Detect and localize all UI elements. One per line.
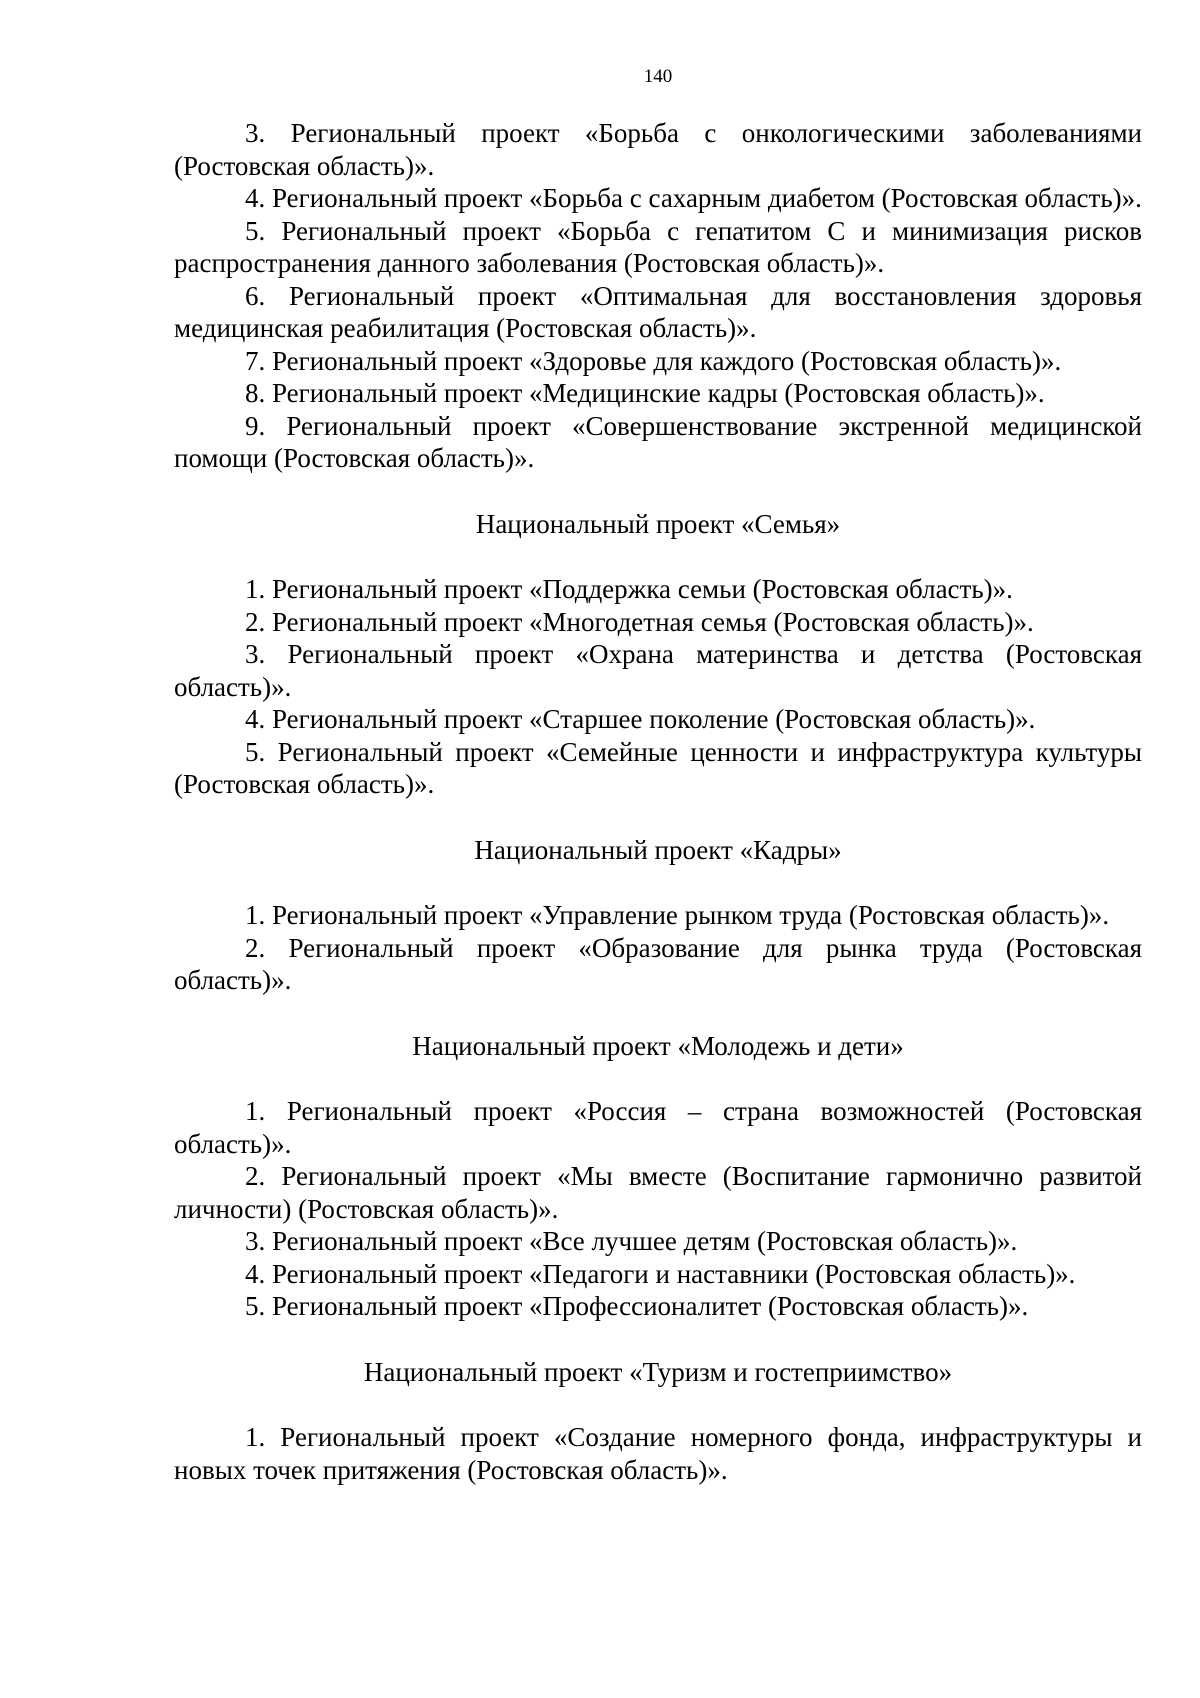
section-heading: Национальный проект «Кадры» [474, 834, 842, 865]
section-personnel [174, 834, 1142, 997]
item-text: Региональный проект «Совершенствование экстренной медицинской помощи (Ростовская область)». [174, 410, 1142, 473]
item-number: 5. [245, 215, 266, 246]
document-body [174, 117, 1142, 1486]
item-text: Региональный проект «Охрана материнства и детства (Ростовская область)». [174, 639, 1142, 702]
list-item [174, 280, 1142, 345]
section-heading: Национальный проект «Семья» [475, 508, 841, 539]
list-item [174, 1290, 1142, 1323]
item-number: 4. [245, 704, 266, 734]
item-number: 4. [245, 1258, 266, 1289]
item-number: 1. [245, 1096, 266, 1126]
item-text: Региональный проект «Мы вместе (Воспитание гармонично развитой личности) (Ростовская область)». [174, 1161, 1142, 1224]
list-item [174, 345, 1142, 378]
list-item [174, 215, 1142, 280]
list-item [174, 899, 1142, 932]
item-text: Региональный проект «Борьба с сахарным диабетом (Ростовская область)». [272, 183, 1142, 213]
item-number: 1. [245, 900, 266, 930]
item-text: Региональный проект «Все лучшее детям (Ростовская область)». [272, 1226, 1018, 1256]
list-item [174, 736, 1142, 801]
item-number: 3. [245, 118, 266, 148]
item-text: Региональный проект «Поддержка семьи (Ростовская область)». [272, 574, 1013, 604]
item-text: Региональный проект «Многодетная семья (Ростовская область)». [272, 606, 1034, 637]
item-number: 5. [245, 1291, 266, 1321]
item-number: 3. [245, 1226, 266, 1256]
item-number: 1. [245, 1422, 266, 1452]
item-number: 1. [245, 574, 266, 604]
item-number: 4. [245, 183, 266, 213]
list-item [174, 1160, 1142, 1225]
item-number: 3. [245, 639, 266, 669]
item-text: Региональный проект «Управление рынком труда (Ростовская область)». [272, 900, 1110, 930]
intro-list [174, 117, 1142, 475]
item-text: Региональный проект «Борьба с гепатитом С и минимизация рисков распространения данного заболевания (Ростовская область)». [174, 215, 1142, 278]
list-item [174, 1095, 1142, 1160]
list-item [174, 1258, 1142, 1291]
item-text: Региональный проект «Старшее поколение (Ростовская область)». [272, 704, 1036, 734]
item-number: 7. [245, 345, 266, 376]
list-item [174, 1421, 1142, 1486]
list-item [174, 377, 1142, 410]
list-item [174, 638, 1142, 703]
item-number: 5. [245, 736, 266, 767]
list-item [174, 703, 1142, 736]
section-family [174, 508, 1142, 801]
page-number: 140 [643, 66, 673, 87]
item-text: Региональный проект «Оптимальная для восстановления здоровья медицинская реабилитация (Ростовская область)». [174, 280, 1143, 343]
item-text: Региональный проект «Образование для рынка труда (Ростовская область)». [174, 932, 1143, 995]
item-number: 2. [245, 1161, 266, 1191]
item-number: 2. [245, 932, 266, 963]
section-tourism [174, 1356, 1142, 1487]
item-text: Региональный проект «Здоровье для каждого (Ростовская область)». [272, 345, 1062, 376]
item-text: Региональный проект «Педагоги и наставники (Ростовская область)». [272, 1258, 1076, 1289]
section-heading: Национальный проект «Молодежь и дети» [412, 1030, 904, 1061]
item-text: Региональный проект «Семейные ценности и инфраструктура культуры (Ростовская область)». [174, 736, 1142, 799]
list-item [174, 1225, 1142, 1258]
item-text: Региональный проект «Россия – страна возможностей (Ростовская область)». [174, 1096, 1143, 1159]
section-heading: Национальный проект «Туризм и гостеприимство» [363, 1356, 953, 1387]
list-item [174, 932, 1142, 997]
item-text: Региональный проект «Создание номерного фонда, инфраструктуры и новых точек притяжения (Ростовская область)». [174, 1422, 1143, 1485]
item-number: 8. [245, 378, 266, 408]
list-item [174, 410, 1142, 475]
list-item [174, 606, 1142, 639]
item-text: Региональный проект «Профессионалитет (Ростовская область)». [272, 1291, 1029, 1321]
list-item [174, 182, 1142, 215]
item-number: 6. [245, 280, 266, 311]
list-item [174, 117, 1142, 182]
item-text: Региональный проект «Медицинские кадры (Ростовская область)». [272, 378, 1045, 408]
list-item [174, 573, 1142, 606]
item-text: Региональный проект «Борьба с онкологическими заболеваниями (Ростовская область)». [174, 118, 1143, 181]
item-number: 2. [245, 606, 266, 637]
section-youth-and-children [174, 1030, 1142, 1323]
item-number: 9. [245, 410, 266, 441]
